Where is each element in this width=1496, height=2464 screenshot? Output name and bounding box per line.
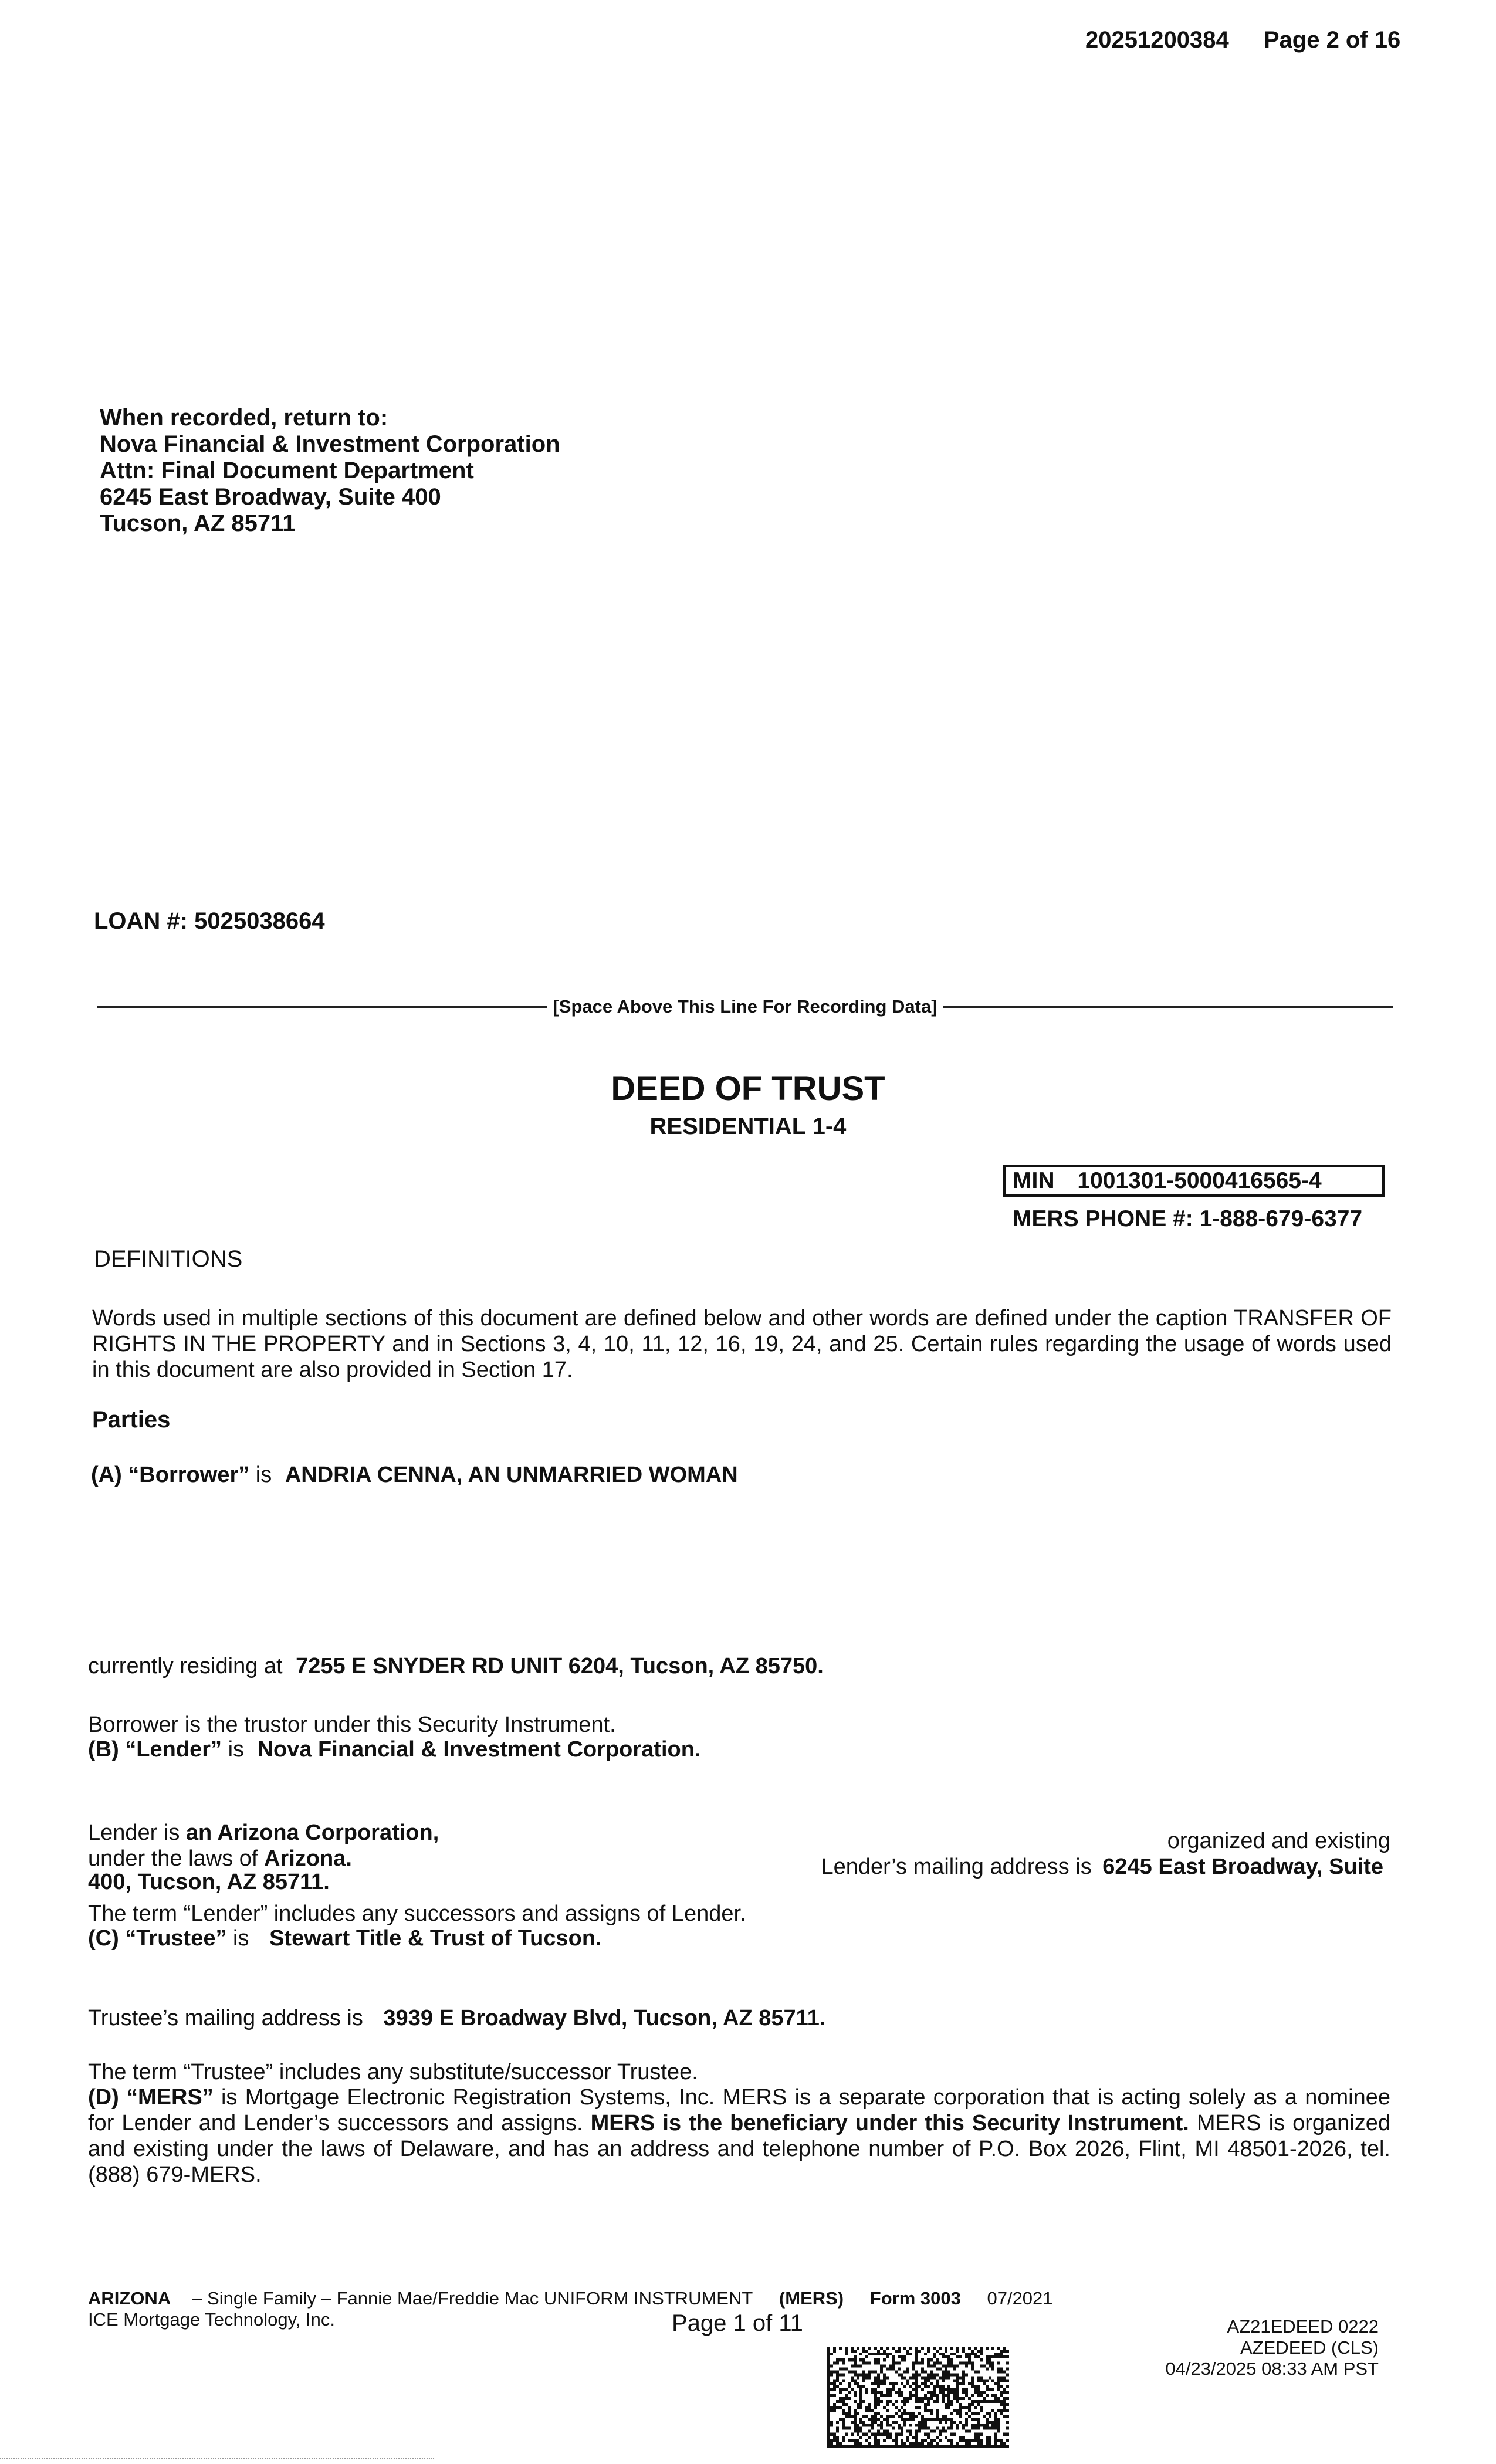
recording-data-divider: [97, 996, 1393, 1017]
trustor-note: Borrower is the trustor under this Security Instrument.: [88, 1712, 616, 1737]
footer-code-2: AZEDEED (CLS): [1240, 2337, 1379, 2358]
lender-mailing-address: 6245 East Broadway, Suite: [1102, 1854, 1383, 1879]
loan-label: LOAN #:: [94, 908, 188, 934]
lender-state: Arizona.: [263, 1846, 352, 1871]
mers-beneficiary: MERS is the beneficiary under this Security Instrument.: [590, 2111, 1189, 2135]
form-identifier-line: [88, 2288, 1053, 2309]
loan-number-line: [94, 908, 325, 935]
borrower-name: ANDRIA CENNA, AN UNMARRIED WOMAN: [285, 1463, 738, 1487]
min-box: [1003, 1165, 1385, 1197]
trustee-address-label: Trustee’s mailing address is: [88, 2006, 363, 2030]
trustee-substitute-note: The term “Trustee” includes any substitute/successor Trustee.: [88, 2060, 698, 2084]
recording-data-label: [Space Above This Line For Recording Data]: [553, 996, 937, 1017]
residence-row: [88, 1653, 824, 1679]
lender-successors-note: The term “Lender” includes any successors and assigns of Lender.: [88, 1901, 746, 1926]
return-heading: When recorded, return to:: [100, 405, 388, 431]
lender-laws-line: [88, 1846, 352, 1871]
lender-mailing-label: Lender’s mailing address is: [821, 1854, 1092, 1879]
scan-edge: [0, 2458, 434, 2459]
footer-form-date: 07/2021: [987, 2288, 1053, 2309]
trustee-label: (C) “Trustee”: [88, 1926, 227, 1951]
return-line: Tucson, AZ 85711: [100, 510, 296, 536]
return-line: 6245 East Broadway, Suite 400: [100, 484, 441, 510]
definitions-intro: Words used in multiple sections of this document are defined below and other words are defined under the caption TRANSFER OF RIGHTS IN THE PROPERTY and in Sections 3, 4, 10, 11, 12, 16, 19, 24, and 25. Certain rules regarding the usage of words used in this document are also provided in Section 17.: [92, 1306, 1392, 1382]
lender-organized-text: organized and existing: [1167, 1829, 1390, 1853]
footer-form-line: – Single Family – Fannie Mae/Freddie Mac UNIFORM INSTRUMENT: [192, 2288, 753, 2309]
residence-label: currently residing at: [88, 1654, 283, 1678]
trustee-address: 3939 E Broadway Blvd, Tucson, AZ 85711.: [383, 2006, 826, 2030]
min-label: MIN: [1013, 1168, 1055, 1193]
lender-laws-label: under the laws of: [88, 1846, 258, 1871]
recording-stamp: [1085, 27, 1400, 53]
form-footer-right: [1165, 2316, 1379, 2380]
mers-definition: [88, 2084, 1390, 2188]
lender-mailing-address-continued: 400, Tucson, AZ 85711.: [88, 1870, 330, 1894]
residence-address: 7255 E SNYDER RD UNIT 6204, Tucson, AZ 85750.: [296, 1654, 824, 1678]
borrower-is: is: [255, 1463, 272, 1487]
loan-number: 5025038664: [194, 908, 325, 934]
lender-row: [88, 1737, 700, 1762]
lender-details: [88, 1820, 1390, 1896]
footer-timestamp: 04/23/2025 08:33 AM PST: [1165, 2358, 1379, 2379]
footer-form-number: Form 3003: [869, 2288, 961, 2309]
footer-mers-tag: (MERS): [779, 2288, 844, 2309]
mers-label: (D) “MERS”: [88, 2085, 214, 2110]
document-title: DEED OF TRUST: [611, 1069, 885, 1108]
min-number: 1001301-5000416565-4: [1077, 1168, 1322, 1193]
trustee-row: [88, 1925, 602, 1951]
trustee-is: is: [233, 1926, 249, 1951]
return-line: Attn: Final Document Department: [100, 458, 474, 483]
footer-state: ARIZONA: [88, 2288, 171, 2309]
footer-vendor: ICE Mortgage Technology, Inc.: [88, 2309, 336, 2330]
parties-heading: Parties: [92, 1407, 171, 1433]
mers-text-2: MERS is organized and existing under the laws of Delaware, and has an address and telephone number of P.O. Box 2026, Flint, MI 48501-2026, tel. (888) 679-MERS.: [88, 2111, 1391, 2187]
trustee-address-row: [88, 2005, 825, 2031]
document-number: 20251200384: [1085, 27, 1229, 53]
barcode-icon: [827, 2347, 1009, 2448]
mers-phone-label: MERS PHONE #:: [1013, 1206, 1193, 1231]
lender-is: is: [228, 1737, 245, 1762]
lender-name: Nova Financial & Investment Corporation.: [257, 1737, 701, 1762]
mers-text-1: is Mortgage Electronic Registration Systems, Inc. MERS is a separate corporation that is acting solely as a nominee for Lender and Lender’s successors and assigns.: [88, 2085, 1390, 2135]
trustee-name: Stewart Title & Trust of Tucson.: [269, 1926, 602, 1951]
document-subtitle: RESIDENTIAL 1-4: [649, 1113, 847, 1139]
form-footer-left: [88, 2288, 1053, 2330]
borrower-row: [91, 1462, 738, 1488]
lender-entity: an Arizona Corporation,: [185, 1820, 439, 1845]
lender-is-label: Lender is: [88, 1820, 180, 1845]
divider-rule-left: [97, 1006, 547, 1008]
page-number: Page 1 of 11: [672, 2310, 803, 2336]
return-address-block: [100, 405, 560, 537]
definitions-heading: DEFINITIONS: [94, 1246, 243, 1272]
lender-entity-line: [88, 1820, 439, 1846]
lender-mailing-line: [821, 1854, 1383, 1880]
borrower-label: (A) “Borrower”: [91, 1463, 250, 1487]
mers-phone-line: [1013, 1206, 1362, 1232]
page-counter: Page 2 of 16: [1263, 27, 1401, 53]
mers-phone-number: 1-888-679-6377: [1199, 1206, 1363, 1231]
divider-rule-right: [943, 1006, 1393, 1008]
lender-label: (B) “Lender”: [88, 1737, 222, 1762]
footer-code-1: AZ21EDEED 0222: [1227, 2316, 1379, 2337]
return-line: Nova Financial & Investment Corporation: [100, 431, 560, 457]
